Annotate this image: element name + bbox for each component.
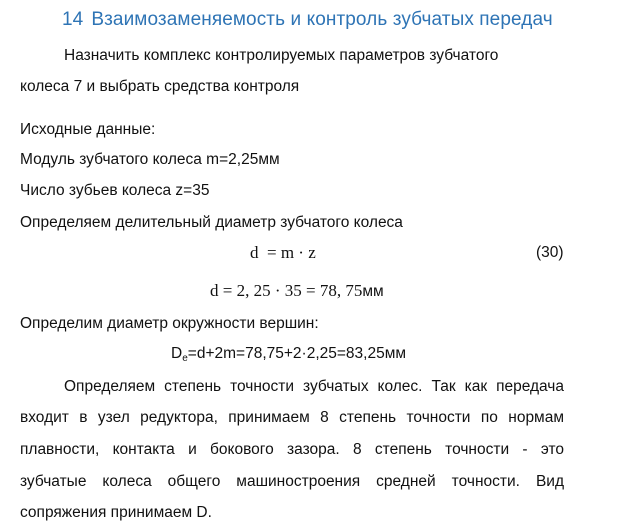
section-heading bbox=[62, 9, 553, 31]
accuracy-line-5: сопряжения принимаем D. bbox=[20, 504, 212, 521]
tip-diameter-text: Определим диаметр окружности вершин: bbox=[20, 315, 319, 332]
pitch-diameter-calc bbox=[210, 281, 384, 302]
given-teeth: Число зубьев колеса z=35 bbox=[20, 182, 210, 199]
accuracy-line-3: плавности, контакта и бокового зазора. 8 степень точности - это bbox=[20, 441, 564, 458]
pitch-diameter-text: Определяем делительный диаметр зубчатого колеса bbox=[20, 214, 403, 231]
given-title: Исходные данные: bbox=[20, 121, 156, 138]
accuracy-line-4: зубчатые колеса общего машиностроения средней точности. Вид bbox=[20, 473, 564, 490]
pitch-calc-unit: мм bbox=[362, 283, 384, 300]
given-module: Модуль зубчатого колеса m=2,25мм bbox=[20, 151, 280, 168]
tip-formula-prefix: D bbox=[171, 345, 183, 362]
task-line-1: Назначить комплекс контролируемых параметров зубчатого bbox=[64, 47, 499, 64]
pitch-diameter-formula: d = m · z bbox=[250, 243, 316, 262]
task-line-2: колеса 7 и выбрать средства контроля bbox=[20, 78, 300, 95]
tip-diameter-formula bbox=[171, 344, 406, 369]
equation-number: (30) bbox=[536, 244, 564, 261]
section-number: 14 bbox=[62, 9, 84, 30]
section-title: Взаимозаменяемость и контроль зубчатых передач bbox=[91, 9, 553, 30]
accuracy-line-1: Определяем степень точности зубчатых колес. Так как передача bbox=[64, 378, 564, 395]
tip-formula-rest: =d+2m=78,75+2·2,25=83,25мм bbox=[187, 345, 407, 362]
tip-formula-subscript: e bbox=[182, 353, 188, 364]
accuracy-line-2: входит в узел редуктора, принимаем 8 степень точности по нормам bbox=[20, 409, 564, 426]
pitch-calc-math: d = 2, 25 · 35 = 78, 75 bbox=[210, 281, 363, 300]
